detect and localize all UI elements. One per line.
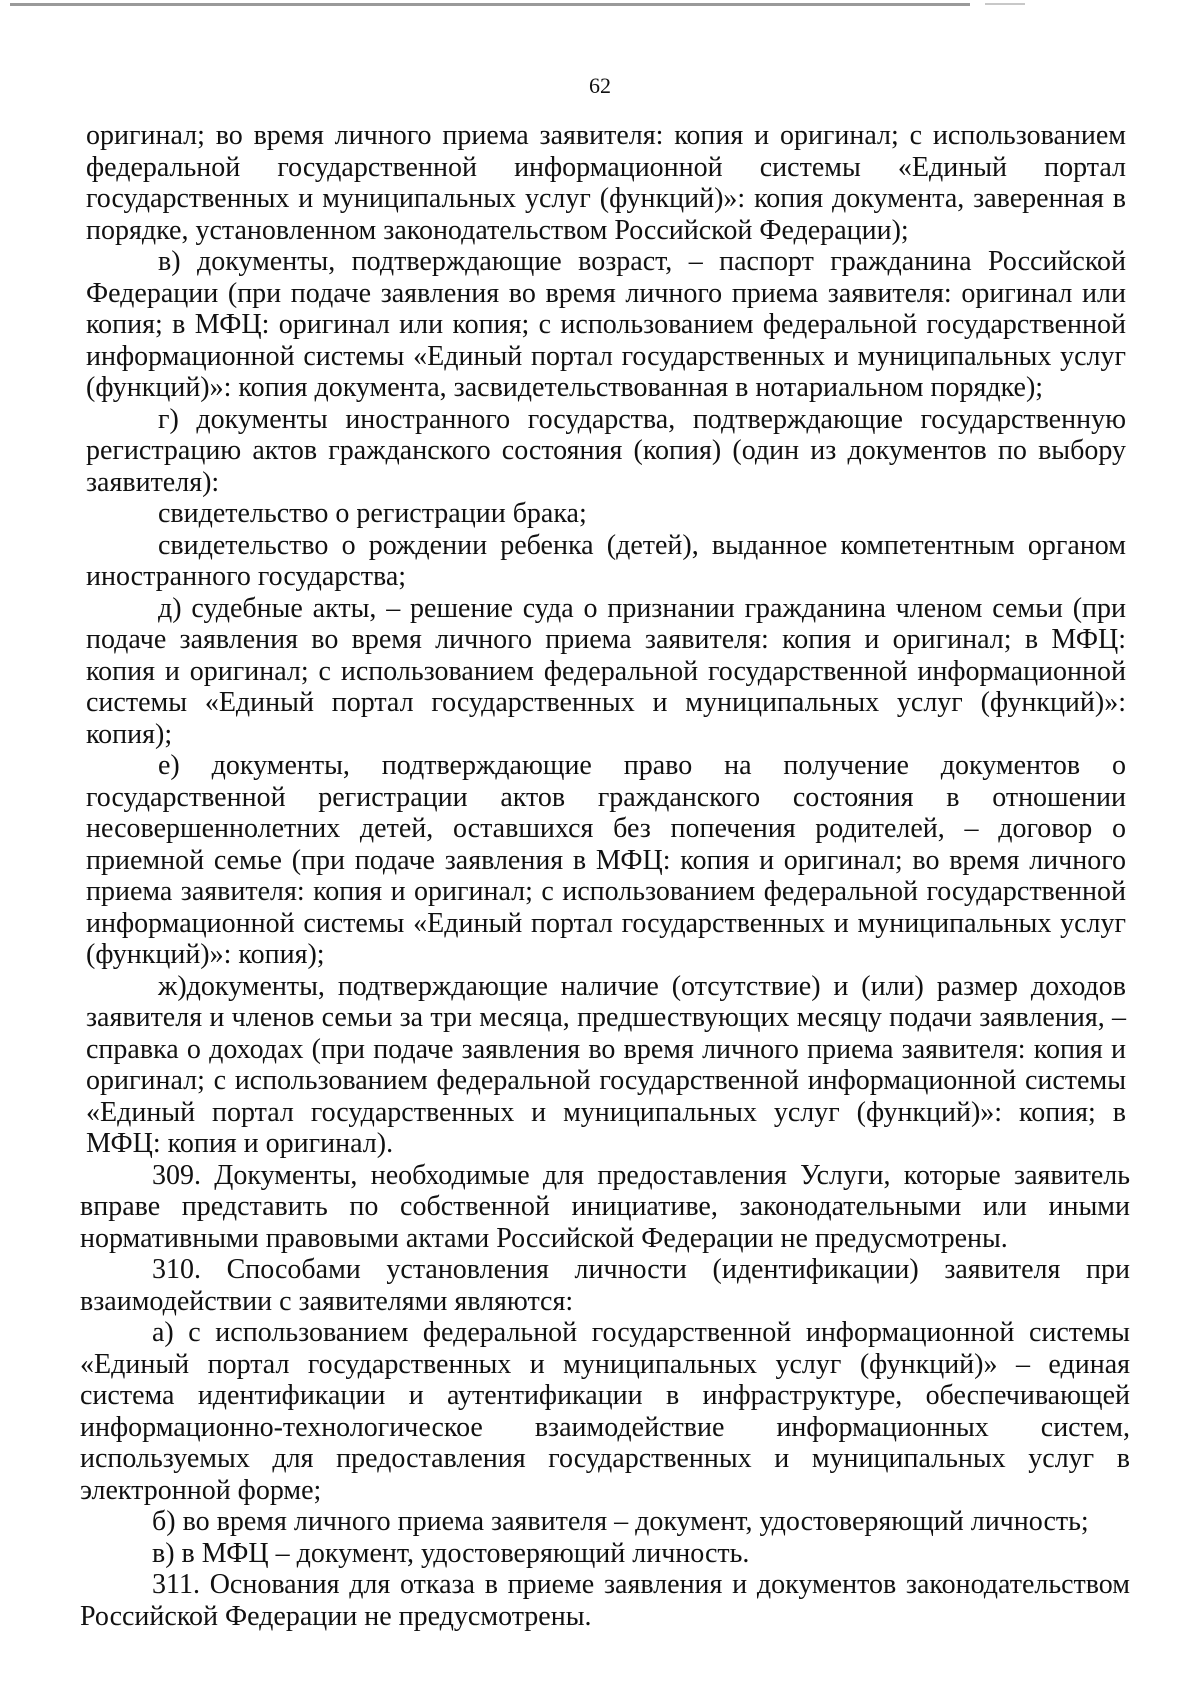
paragraph-item-e: е) документы, подтверждающие право на получение документов о государственной регистрации актов гражданского состояния в отношении несовершеннолетних детей, оставшихся без попечения родителей, – договор о приемной семье (при подаче заявления в МФЦ: копия и оригинал; во время личного приема заявителя: копия и оригинал; с использованием федеральной государственной информационной системы «Единый портал государственных и муниципальных услуг (функций)»: копия); bbox=[86, 750, 1126, 970]
paragraph-item-g: г) документы иностранного государства, подтверждающие государственную регистрацию актов гражданского состояния (копия) (один из документов по выбору заявителя): bbox=[86, 403, 1126, 498]
paragraph-310: 310. Способами установления личности (идентификации) заявителя при взаимодействии с заявителями являются: bbox=[80, 1254, 1130, 1317]
paragraph-marriage-certificate: свидетельство о регистрации брака; bbox=[158, 498, 587, 529]
paragraph-continuation: оригинал; во время личного приема заявителя: копия и оригинал; с использованием федеральной государственной информационной системы «Единый портал государственных и муниципальных услуг (функций)»: копия документа, заверенная в порядке, установленном законодательством Российской Федерации); bbox=[86, 120, 1126, 246]
paragraph-310-b: б) во время личного приема заявителя – документ, удостоверяющий личность; bbox=[152, 1506, 1089, 1537]
paragraph-item-d: д) судебные акты, – решение суда о признании гражданина членом семьи (при подаче заявления во время личного приема заявителя: копия и оригинал; в МФЦ: копия и оригинал; с использованием федеральной государственной информационной системы «Единый портал государственных и муниципальных услуг (функций)»: копия); bbox=[86, 592, 1126, 750]
page-number: 62 bbox=[589, 73, 611, 98]
paragraph-item-v: в) документы, подтверждающие возраст, – паспорт гражданина Российской Федерации (при подаче заявления во время личного приема заявителя: оригинал или копия; в МФЦ: оригинал или копия; с использованием федеральной государственной информационной системы «Единый портал государственных и муниципальных услуг (функций)»: копия документа, засвидетельствованная в нотариальном порядке); bbox=[86, 246, 1126, 403]
document-body bbox=[80, 120, 1130, 1632]
paragraph-item-zh: ж)документы, подтверждающие наличие (отсутствие) и (или) размер доходов заявителя и членов семьи за три месяца, предшествующих месяцу подачи заявления, – справка о доходах (при подаче заявления во время личного приема заявителя: копия и оригинал; с использованием федеральной государственной информационной системы «Единый портал государственных и муниципальных услуг (функций)»: копия; в МФЦ: копия и оригинал). bbox=[86, 970, 1126, 1159]
paragraph-309: 309. Документы, необходимые для предоставления Услуги, которые заявитель вправе представить по собственной инициативе, законодательными или иными нормативными правовыми актами Российской Федерации не предусмотрены. bbox=[80, 1159, 1130, 1254]
paragraph-310-v: в) в МФЦ – документ, удостоверяющий личность. bbox=[152, 1537, 750, 1569]
paragraph-birth-certificate: свидетельство о рождении ребенка (детей), выданное компетентным органом иностранного государства; bbox=[86, 529, 1126, 592]
paragraph-311: 311. Основания для отказа в приеме заявления и документов законодательством Российской Федерации не предусмотрены. bbox=[80, 1569, 1130, 1632]
top-scan-rule-fragment bbox=[985, 3, 1025, 5]
top-scan-rule bbox=[10, 3, 970, 6]
paragraph-310-a: а) с использованием федеральной государственной информационной системы «Единый портал государственных и муниципальных услуг (функций)» – единая система идентификации и аутентификации в инфраструктуре, обеспечивающей информационно-технологическое взаимодействие информационных систем, используемых для предоставления государственных и муниципальных услуг в электронной форме; bbox=[80, 1317, 1130, 1506]
